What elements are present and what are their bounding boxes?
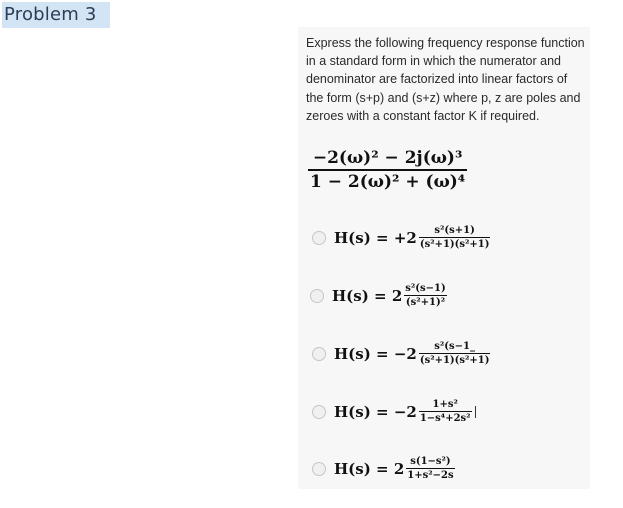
radio-button[interactable] — [310, 289, 324, 303]
option-expression — [332, 282, 447, 309]
option-fraction — [419, 340, 491, 367]
radio-button[interactable] — [312, 347, 326, 361]
radio-button[interactable] — [312, 405, 326, 419]
option-expression — [334, 224, 490, 251]
option-lhs: H(s) = −2 — [334, 344, 417, 363]
radio-button[interactable] — [312, 231, 326, 245]
frequency-response-function — [308, 147, 467, 193]
option-lhs: H(s) = 2 — [334, 459, 405, 478]
option-numerator: s(1−s²) — [410, 456, 451, 467]
option-lhs: H(s) = 2 — [332, 286, 403, 305]
question-card — [298, 27, 590, 489]
option-numerator: s²(s−1_ — [434, 341, 476, 352]
option-expression — [334, 340, 490, 367]
problem-header: Problem 3 — [2, 2, 110, 28]
answer-option-4[interactable] — [312, 398, 476, 425]
answer-option-3[interactable] — [312, 340, 490, 367]
question-prompt: Express the following frequency response function in a standard form in which the numerator and denominator are factorized into linear factors of the form (s+p) and (s+z) where p, z are poles and zeroes with a constant factor K if required. — [306, 36, 585, 123]
option-fraction — [404, 282, 446, 309]
function-denominator: 1 − 2(ω)² + (ω)⁴ — [310, 171, 466, 192]
answer-option-2[interactable] — [310, 282, 447, 309]
option-lhs: H(s) = +2 — [334, 228, 417, 247]
option-lhs: H(s) = −2 — [334, 402, 417, 421]
answer-option-1[interactable] — [312, 224, 490, 251]
function-numerator: −2(ω)² − 2j(ω)³ — [312, 148, 463, 168]
option-numerator: 1+s² — [432, 399, 458, 410]
option-denominator: (s²+1)(s²+1) — [419, 239, 490, 250]
option-numerator: s²(s−1) — [405, 283, 446, 294]
option-expression — [334, 398, 476, 425]
option-numerator: s²(s+1) — [434, 225, 475, 236]
radio-button[interactable] — [312, 462, 326, 476]
option-fraction — [419, 224, 491, 251]
option-fraction — [406, 455, 454, 482]
option-fraction — [419, 398, 472, 425]
option-denominator: (s²+1)(s²+1) — [419, 355, 490, 366]
option-denominator: 1−s⁴+2s² — [419, 413, 471, 424]
option-denominator: 1+s²−2s — [407, 470, 454, 481]
answer-option-5[interactable] — [312, 455, 455, 482]
option-expression — [334, 455, 455, 482]
option-denominator: (s²+1)² — [405, 297, 446, 308]
text-cursor — [475, 406, 476, 418]
